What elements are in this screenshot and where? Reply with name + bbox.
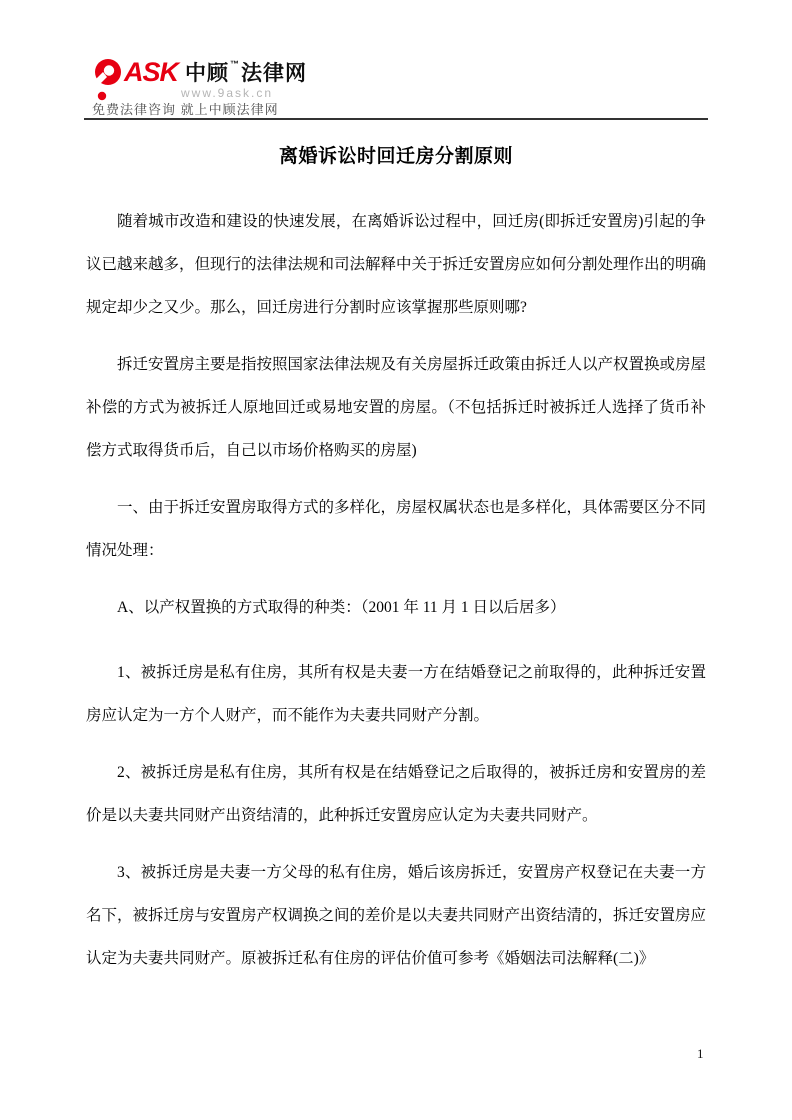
document-title: 离婚诉讼时回迁房分割原则 [278,146,513,167]
paragraph-1: 随着城市改造和建设的快速发展，在离婚诉讼过程中，回迁房(即拆迁安置房)引起的争议已越来越多，但现行的法律法规和司法解释中关于拆迁安置房应如何分割处理作出的明确规定却少之又少。那么，回迁房进行分割时应该掌握那些原则哪? [86,213,707,316]
logo-website: www.9ask.cn [181,86,274,100]
logo-tagline: 免费法律咨询 就上中顾法律网 [92,102,279,117]
paragraph-7: 3、被拆迁房是夫妻一方父母的私有住房，婚后该房拆迁，安置房产权登记在夫妻一方名下，被拆迁房与安置房产权调换之间的差价是以夫妻共同财产出资结清的，拆迁安置房应认定为夫妻共同财产。原被拆迁私有住房的评估价值可参考《婚姻法司法解释(二)》 [86,864,707,967]
logo-brand-cn: 中顾 [185,62,230,85]
paragraph-6: 2、被拆迁房是私有住房，其所有权是在结婚登记之后取得的，被拆迁房和安置房的差价是以夫妻共同财产出资结清的，此种拆迁安置房应认定为夫妻共同财产。 [86,764,706,824]
site-header [0,0,792,130]
page-number: 1 [697,1046,704,1061]
paragraph-4: A、以产权置换的方式取得的种类：（2001 年 11 月 1 日以后居多） [117,599,566,616]
paragraph-2: 拆迁安置房主要是指按照国家法律法规及有关房屋拆迁政策由拆迁人以产权置换或房屋补偿的方式为被拆迁人原地回迁或易地安置的房屋。（不包括拆迁时被拆迁人选择了货币补偿方式取得货币后，自己以市场价格购买的房屋) [86,356,707,459]
logo-brand-cn2: 法律网 [241,62,308,85]
paragraph-5: 1、被拆迁房是私有住房，其所有权是夫妻一方在结婚登记之前取得的，此种拆迁安置房应认定为一方个人财产，而不能作为夫妻共同财产分割。 [86,664,706,724]
document-body [86,140,706,994]
paragraph-3: 一、由于拆迁安置房取得方式的多样化，房屋权属状态也是多样化，具体需要区分不同情况处理： [86,499,707,559]
9ask-logo-icon [93,58,123,102]
trademark-symbol: ™ [230,59,240,69]
header-divider [84,118,708,120]
logo-ask-text: ASK [124,56,179,87]
